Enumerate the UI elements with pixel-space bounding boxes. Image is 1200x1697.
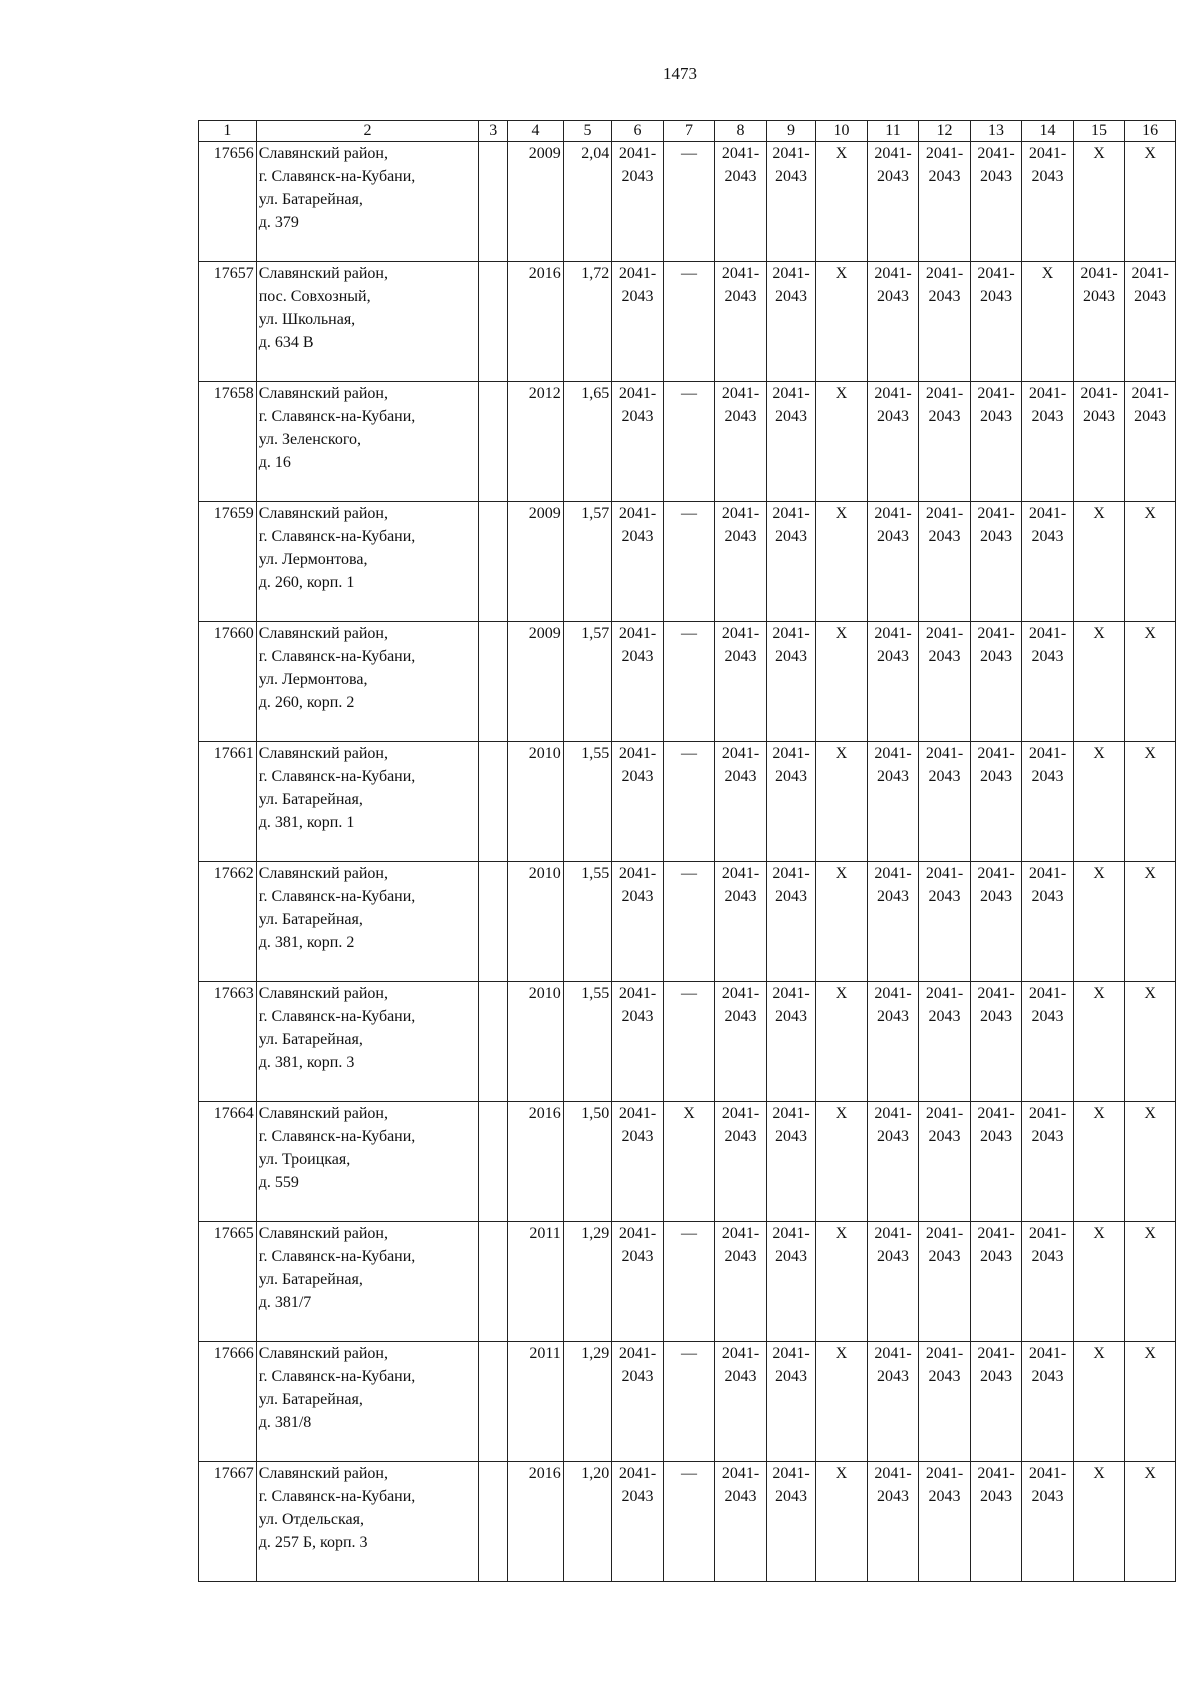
address-line: Славянский район,	[258, 385, 388, 402]
column-header: 12	[919, 121, 971, 142]
cell-col-3	[479, 622, 508, 742]
period-cell-col-8: 2041- 2043	[715, 1222, 767, 1342]
value-cell: 2,04	[563, 142, 611, 262]
row-number: 17661	[199, 742, 257, 862]
period-cell-col-6: 2041- 2043	[612, 862, 664, 982]
address-line: г. Славянск-на-Кубани,	[258, 528, 416, 545]
period-cell-col-8: 2041- 2043	[715, 502, 767, 622]
period-cell-col-15: 2041- 2043	[1073, 262, 1125, 382]
value-cell: 1,20	[563, 1462, 611, 1582]
period-cell-col-10: X	[816, 502, 868, 622]
address-cell	[256, 262, 479, 382]
period-cell-col-7: —	[663, 142, 715, 262]
period-cell-col-9: 2041- 2043	[766, 622, 815, 742]
period-cell-col-10: X	[816, 742, 868, 862]
year-built-cell: 2010	[508, 742, 564, 862]
period-cell-col-9: 2041- 2043	[766, 742, 815, 862]
period-cell-col-16: X	[1125, 1342, 1176, 1462]
period-cell-col-13: 2041- 2043	[970, 142, 1022, 262]
address-line: пос. Совхозный,	[258, 288, 371, 305]
year-built-cell: 2011	[508, 1222, 564, 1342]
period-cell-col-14: 2041- 2043	[1022, 1102, 1074, 1222]
header-row	[199, 121, 1176, 142]
address-line: г. Славянск-на-Кубани,	[258, 1248, 416, 1265]
row-number: 17660	[199, 622, 257, 742]
row-number: 17666	[199, 1342, 257, 1462]
address-line: г. Славянск-на-Кубани,	[258, 408, 416, 425]
column-header: 7	[663, 121, 715, 142]
address-line: д. 381, корп. 3	[258, 1054, 355, 1071]
cell-col-3	[479, 142, 508, 262]
period-cell-col-15: X	[1073, 1342, 1125, 1462]
period-cell-col-12: 2041- 2043	[919, 622, 971, 742]
period-cell-col-9: 2041- 2043	[766, 142, 815, 262]
address-line: д. 634 В	[258, 334, 314, 351]
period-cell-col-16: X	[1125, 1102, 1176, 1222]
address-line: д. 381, корп. 2	[258, 934, 355, 951]
period-cell-col-15: X	[1073, 1222, 1125, 1342]
period-cell-col-13: 2041- 2043	[970, 382, 1022, 502]
period-cell-col-12: 2041- 2043	[919, 382, 971, 502]
period-cell-col-7: —	[663, 502, 715, 622]
table-row	[199, 1222, 1176, 1342]
period-cell-col-9: 2041- 2043	[766, 1462, 815, 1582]
period-cell-col-14: 2041- 2043	[1022, 622, 1074, 742]
address-line: ул. Троицкая,	[258, 1151, 351, 1168]
period-cell-col-16: X	[1125, 1462, 1176, 1582]
table-row	[199, 982, 1176, 1102]
period-cell-col-15: X	[1073, 1102, 1125, 1222]
address-line: д. 559	[258, 1174, 299, 1191]
period-cell-col-16: X	[1125, 742, 1176, 862]
cell-col-3	[479, 1342, 508, 1462]
period-cell-col-15: X	[1073, 1462, 1125, 1582]
period-cell-col-7: —	[663, 1222, 715, 1342]
address-line: ул. Батарейная,	[258, 191, 363, 208]
address-line: г. Славянск-на-Кубани,	[258, 888, 416, 905]
period-cell-col-12: 2041- 2043	[919, 982, 971, 1102]
period-cell-col-7: —	[663, 622, 715, 742]
year-built-cell: 2016	[508, 262, 564, 382]
period-cell-col-8: 2041- 2043	[715, 622, 767, 742]
table-row	[199, 742, 1176, 862]
year-built-cell: 2012	[508, 382, 564, 502]
address-cell	[256, 142, 479, 262]
value-cell: 1,29	[563, 1222, 611, 1342]
column-header: 3	[479, 121, 508, 142]
period-cell-col-12: 2041- 2043	[919, 502, 971, 622]
period-cell-col-6: 2041- 2043	[612, 142, 664, 262]
table-row	[199, 1102, 1176, 1222]
table-row	[199, 622, 1176, 742]
period-cell-col-11: 2041- 2043	[867, 262, 919, 382]
row-number: 17658	[199, 382, 257, 502]
address-line: ул. Школьная,	[258, 311, 356, 328]
period-cell-col-14: 2041- 2043	[1022, 142, 1074, 262]
period-cell-col-11: 2041- 2043	[867, 1342, 919, 1462]
value-cell: 1,55	[563, 862, 611, 982]
period-cell-col-8: 2041- 2043	[715, 142, 767, 262]
column-header: 2	[256, 121, 479, 142]
address-line: ул. Батарейная,	[258, 1391, 363, 1408]
period-cell-col-16: 2041- 2043	[1125, 382, 1176, 502]
period-cell-col-10: X	[816, 1222, 868, 1342]
period-cell-col-9: 2041- 2043	[766, 982, 815, 1102]
address-line: ул. Зеленского,	[258, 431, 361, 448]
period-cell-col-9: 2041- 2043	[766, 382, 815, 502]
address-line: Славянский район,	[258, 1225, 388, 1242]
column-header: 14	[1022, 121, 1074, 142]
cell-col-3	[479, 1222, 508, 1342]
period-cell-col-14: 2041- 2043	[1022, 862, 1074, 982]
address-line: г. Славянск-на-Кубани,	[258, 168, 416, 185]
period-cell-col-6: 2041- 2043	[612, 742, 664, 862]
period-cell-col-8: 2041- 2043	[715, 862, 767, 982]
column-header: 6	[612, 121, 664, 142]
value-cell: 1,29	[563, 1342, 611, 1462]
period-cell-col-10: X	[816, 1462, 868, 1582]
period-cell-col-7: —	[663, 742, 715, 862]
column-header: 1	[199, 121, 257, 142]
period-cell-col-13: 2041- 2043	[970, 1102, 1022, 1222]
period-cell-col-10: X	[816, 1102, 868, 1222]
period-cell-col-15: 2041- 2043	[1073, 382, 1125, 502]
year-built-cell: 2010	[508, 862, 564, 982]
period-cell-col-11: 2041- 2043	[867, 622, 919, 742]
year-built-cell: 2016	[508, 1102, 564, 1222]
year-built-cell: 2009	[508, 622, 564, 742]
address-line: ул. Лермонтова,	[258, 551, 368, 568]
period-cell-col-6: 2041- 2043	[612, 1102, 664, 1222]
address-line: д. 381, корп. 1	[258, 814, 355, 831]
address-line: ул. Лермонтова,	[258, 671, 368, 688]
address-line: Славянский район,	[258, 625, 388, 642]
period-cell-col-15: X	[1073, 142, 1125, 262]
table-row	[199, 382, 1176, 502]
cell-col-3	[479, 502, 508, 622]
address-line: г. Славянск-на-Кубани,	[258, 648, 416, 665]
table-row	[199, 502, 1176, 622]
period-cell-col-12: 2041- 2043	[919, 1462, 971, 1582]
period-cell-col-16: X	[1125, 502, 1176, 622]
address-cell	[256, 382, 479, 502]
period-cell-col-11: 2041- 2043	[867, 1222, 919, 1342]
period-cell-col-13: 2041- 2043	[970, 502, 1022, 622]
column-header: 5	[563, 121, 611, 142]
period-cell-col-6: 2041- 2043	[612, 382, 664, 502]
column-header: 15	[1073, 121, 1125, 142]
period-cell-col-16: X	[1125, 1222, 1176, 1342]
period-cell-col-14: 2041- 2043	[1022, 382, 1074, 502]
address-line: Славянский район,	[258, 1105, 388, 1122]
address-cell	[256, 862, 479, 982]
value-cell: 1,55	[563, 742, 611, 862]
period-cell-col-12: 2041- 2043	[919, 742, 971, 862]
row-number: 17667	[199, 1462, 257, 1582]
period-cell-col-16: 2041- 2043	[1125, 262, 1176, 382]
period-cell-col-8: 2041- 2043	[715, 1102, 767, 1222]
period-cell-col-16: X	[1125, 622, 1176, 742]
period-cell-col-9: 2041- 2043	[766, 1222, 815, 1342]
row-number: 17665	[199, 1222, 257, 1342]
row-number: 17659	[199, 502, 257, 622]
period-cell-col-7: —	[663, 1462, 715, 1582]
period-cell-col-14: 2041- 2043	[1022, 742, 1074, 862]
address-line: г. Славянск-на-Кубани,	[258, 1488, 416, 1505]
period-cell-col-12: 2041- 2043	[919, 1102, 971, 1222]
period-cell-col-13: 2041- 2043	[970, 742, 1022, 862]
row-number: 17662	[199, 862, 257, 982]
column-header: 11	[867, 121, 919, 142]
column-header: 4	[508, 121, 564, 142]
value-cell: 1,72	[563, 262, 611, 382]
address-cell	[256, 1222, 479, 1342]
address-line: ул. Батарейная,	[258, 1031, 363, 1048]
address-line: Славянский район,	[258, 1345, 388, 1362]
period-cell-col-15: X	[1073, 622, 1125, 742]
page-number: 1473	[663, 64, 697, 83]
period-cell-col-12: 2041- 2043	[919, 862, 971, 982]
period-cell-col-7: —	[663, 1342, 715, 1462]
address-line: Славянский район,	[258, 745, 388, 762]
table-row	[199, 862, 1176, 982]
period-cell-col-10: X	[816, 982, 868, 1102]
column-header: 13	[970, 121, 1022, 142]
period-cell-col-7: X	[663, 1102, 715, 1222]
period-cell-col-6: 2041- 2043	[612, 1342, 664, 1462]
period-cell-col-12: 2041- 2043	[919, 262, 971, 382]
period-cell-col-9: 2041- 2043	[766, 1342, 815, 1462]
address-line: г. Славянск-на-Кубани,	[258, 768, 416, 785]
period-cell-col-15: X	[1073, 742, 1125, 862]
period-cell-col-13: 2041- 2043	[970, 622, 1022, 742]
table-row	[199, 262, 1176, 382]
period-cell-col-10: X	[816, 262, 868, 382]
period-cell-col-6: 2041- 2043	[612, 622, 664, 742]
address-line: Славянский район,	[258, 265, 388, 282]
period-cell-col-11: 2041- 2043	[867, 382, 919, 502]
period-cell-col-9: 2041- 2043	[766, 1102, 815, 1222]
cell-col-3	[479, 862, 508, 982]
period-cell-col-15: X	[1073, 862, 1125, 982]
period-cell-col-8: 2041- 2043	[715, 1462, 767, 1582]
value-cell: 1,57	[563, 502, 611, 622]
year-built-cell: 2011	[508, 1342, 564, 1462]
period-cell-col-13: 2041- 2043	[970, 982, 1022, 1102]
period-cell-col-10: X	[816, 622, 868, 742]
period-cell-col-12: 2041- 2043	[919, 142, 971, 262]
period-cell-col-6: 2041- 2043	[612, 982, 664, 1102]
period-cell-col-11: 2041- 2043	[867, 1102, 919, 1222]
period-cell-col-7: —	[663, 262, 715, 382]
address-cell	[256, 1342, 479, 1462]
period-cell-col-11: 2041- 2043	[867, 742, 919, 862]
period-cell-col-10: X	[816, 1342, 868, 1462]
period-cell-col-8: 2041- 2043	[715, 742, 767, 862]
address-cell	[256, 502, 479, 622]
address-line: д. 381/8	[258, 1414, 312, 1431]
column-header: 9	[766, 121, 815, 142]
period-cell-col-13: 2041- 2043	[970, 262, 1022, 382]
address-line: Славянский район,	[258, 505, 388, 522]
column-header: 8	[715, 121, 767, 142]
address-cell	[256, 982, 479, 1102]
address-line: г. Славянск-на-Кубани,	[258, 1008, 416, 1025]
period-cell-col-10: X	[816, 382, 868, 502]
address-line: Славянский район,	[258, 1465, 388, 1482]
period-cell-col-12: 2041- 2043	[919, 1342, 971, 1462]
register-table	[198, 120, 1176, 1582]
period-cell-col-15: X	[1073, 982, 1125, 1102]
value-cell: 1,65	[563, 382, 611, 502]
period-cell-col-10: X	[816, 142, 868, 262]
address-line: г. Славянск-на-Кубани,	[258, 1368, 416, 1385]
row-number: 17663	[199, 982, 257, 1102]
row-number: 17664	[199, 1102, 257, 1222]
period-cell-col-16: X	[1125, 982, 1176, 1102]
period-cell-col-14: X	[1022, 262, 1074, 382]
cell-col-3	[479, 1462, 508, 1582]
period-cell-col-9: 2041- 2043	[766, 262, 815, 382]
address-line: ул. Батарейная,	[258, 791, 363, 808]
address-line: Славянский район,	[258, 985, 388, 1002]
address-line: д. 260, корп. 2	[258, 694, 355, 711]
cell-col-3	[479, 982, 508, 1102]
address-line: Славянский район,	[258, 145, 388, 162]
period-cell-col-14: 2041- 2043	[1022, 1222, 1074, 1342]
table-row	[199, 1342, 1176, 1462]
period-cell-col-8: 2041- 2043	[715, 982, 767, 1102]
period-cell-col-14: 2041- 2043	[1022, 502, 1074, 622]
cell-col-3	[479, 1102, 508, 1222]
period-cell-col-14: 2041- 2043	[1022, 1462, 1074, 1582]
period-cell-col-6: 2041- 2043	[612, 502, 664, 622]
year-built-cell: 2010	[508, 982, 564, 1102]
address-line: д. 260, корп. 1	[258, 574, 355, 591]
address-line: ул. Отдельская,	[258, 1511, 364, 1528]
period-cell-col-13: 2041- 2043	[970, 862, 1022, 982]
column-header: 16	[1125, 121, 1176, 142]
period-cell-col-13: 2041- 2043	[970, 1222, 1022, 1342]
address-line: ул. Батарейная,	[258, 1271, 363, 1288]
period-cell-col-13: 2041- 2043	[970, 1462, 1022, 1582]
period-cell-col-7: —	[663, 862, 715, 982]
period-cell-col-6: 2041- 2043	[612, 262, 664, 382]
period-cell-col-13: 2041- 2043	[970, 1342, 1022, 1462]
value-cell: 1,55	[563, 982, 611, 1102]
value-cell: 1,50	[563, 1102, 611, 1222]
period-cell-col-7: —	[663, 982, 715, 1102]
address-cell	[256, 622, 479, 742]
period-cell-col-7: —	[663, 382, 715, 502]
period-cell-col-9: 2041- 2043	[766, 502, 815, 622]
address-line: г. Славянск-на-Кубани,	[258, 1128, 416, 1145]
period-cell-col-8: 2041- 2043	[715, 262, 767, 382]
row-number: 17656	[199, 142, 257, 262]
value-cell: 1,57	[563, 622, 611, 742]
address-line: Славянский район,	[258, 865, 388, 882]
period-cell-col-10: X	[816, 862, 868, 982]
table-row	[199, 1462, 1176, 1582]
period-cell-col-14: 2041- 2043	[1022, 982, 1074, 1102]
address-line: ул. Батарейная,	[258, 911, 363, 928]
period-cell-col-11: 2041- 2043	[867, 862, 919, 982]
period-cell-col-8: 2041- 2043	[715, 382, 767, 502]
period-cell-col-6: 2041- 2043	[612, 1462, 664, 1582]
address-line: д. 16	[258, 454, 291, 471]
address-line: д. 379	[258, 214, 299, 231]
table-row	[199, 142, 1176, 262]
period-cell-col-11: 2041- 2043	[867, 502, 919, 622]
period-cell-col-8: 2041- 2043	[715, 1342, 767, 1462]
period-cell-col-15: X	[1073, 502, 1125, 622]
period-cell-col-16: X	[1125, 862, 1176, 982]
year-built-cell: 2009	[508, 142, 564, 262]
column-header: 10	[816, 121, 868, 142]
cell-col-3	[479, 262, 508, 382]
address-cell	[256, 1462, 479, 1582]
year-built-cell: 2016	[508, 1462, 564, 1582]
period-cell-col-12: 2041- 2043	[919, 1222, 971, 1342]
year-built-cell: 2009	[508, 502, 564, 622]
address-line: д. 257 Б, корп. 3	[258, 1534, 368, 1551]
row-number: 17657	[199, 262, 257, 382]
cell-col-3	[479, 742, 508, 862]
period-cell-col-9: 2041- 2043	[766, 862, 815, 982]
period-cell-col-6: 2041- 2043	[612, 1222, 664, 1342]
address-cell	[256, 742, 479, 862]
cell-col-3	[479, 382, 508, 502]
period-cell-col-16: X	[1125, 142, 1176, 262]
period-cell-col-14: 2041- 2043	[1022, 1342, 1074, 1462]
period-cell-col-11: 2041- 2043	[867, 982, 919, 1102]
period-cell-col-11: 2041- 2043	[867, 1462, 919, 1582]
period-cell-col-11: 2041- 2043	[867, 142, 919, 262]
address-line: д. 381/7	[258, 1294, 312, 1311]
address-cell	[256, 1102, 479, 1222]
